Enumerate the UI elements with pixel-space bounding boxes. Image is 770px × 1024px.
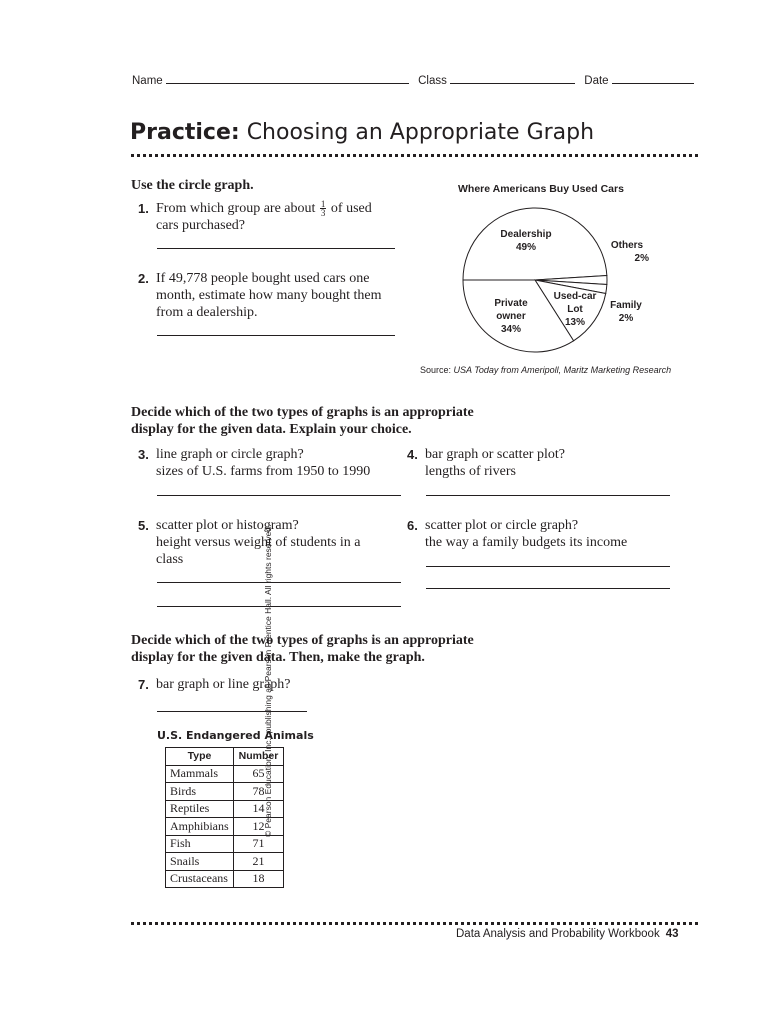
footer-page: 43 — [665, 928, 679, 940]
class-label: Class — [418, 75, 447, 87]
q2-line3: from a dealership. — [156, 305, 258, 320]
name-blank — [166, 73, 409, 84]
table-row: Snails 21 — [166, 853, 284, 871]
answer-line-q4[interactable] — [426, 495, 670, 496]
date-label: Date — [584, 75, 609, 87]
answer-line-q1[interactable] — [157, 248, 395, 249]
header-fields — [132, 73, 697, 87]
q2-line1: If 49,778 people bought used cars one — [156, 271, 370, 286]
answer-line-q3[interactable] — [157, 495, 401, 496]
copyright-side-text: © Pearson Education, Inc., publishing as Pearson Prentice Hall. All rights reserved. — [263, 524, 273, 837]
answer-line-q2[interactable] — [157, 335, 395, 336]
question-3: 3. line graph or circle graph? sizes of U.S. farms from 1950 to 1990 — [138, 447, 371, 479]
table-row: Crustaceans 18 — [166, 870, 284, 888]
q1-text-before: From which group are about — [156, 201, 316, 216]
table-row: Fish 71 — [166, 835, 284, 853]
name-label: Name — [132, 75, 163, 87]
question-6: 6. scatter plot or circle graph? the way a family budgets its income — [407, 518, 628, 550]
pie-label-family: Family 2% — [610, 300, 642, 324]
question-1 — [138, 200, 408, 234]
answer-line-q6a[interactable] — [426, 566, 670, 567]
pie-label-others: Others 2% — [610, 240, 649, 264]
question-5: 5. scatter plot or histogram? height versus weight of students in a class — [138, 518, 361, 567]
page-title — [130, 120, 594, 145]
table-title: U.S. Endangered Animals — [157, 729, 314, 742]
q1-fraction: $\frac{1}{3}$ — [320, 199, 326, 219]
question-7: 7. bar graph or line graph? — [138, 677, 291, 692]
pie-label-private: Private owner 34% — [494, 298, 528, 335]
table-row: Mammals 65 — [166, 765, 284, 783]
table-row: Amphibians 12 — [166, 818, 284, 836]
q1-text-after: of used — [330, 201, 372, 216]
footer — [456, 928, 679, 940]
section1-instruction: Use the circle graph. — [131, 178, 254, 193]
title-bold: Practice: — [130, 120, 240, 145]
section2-instruction: Decide which of the two types of graphs is an appropriate display for the given data. Explain your choice. — [131, 405, 474, 437]
pie-title: Where Americans Buy Used Cars — [458, 183, 624, 195]
class-blank — [450, 73, 575, 84]
q1-line2: cars purchased? — [156, 218, 246, 234]
question-2 — [138, 270, 418, 321]
answer-line-q5b[interactable] — [157, 606, 401, 607]
top-dotted-rule — [131, 154, 698, 157]
pie-label-usedcar: Used-car Lot 13% — [553, 291, 597, 328]
answer-line-q5a[interactable] — [157, 582, 401, 583]
bottom-dotted-rule — [131, 922, 698, 925]
endangered-animals-table — [165, 747, 284, 888]
q2-number: 2. — [138, 271, 149, 286]
answer-line-q6b[interactable] — [426, 588, 670, 589]
table-row: Birds 78 — [166, 783, 284, 801]
pie-source: Source: USA Today from Ameripoll, Maritz Marketing Research — [420, 365, 672, 375]
pie-label-dealership: Dealership 49% — [500, 229, 552, 253]
q1-number: 1. — [138, 201, 149, 216]
section3-instruction: Decide which of the two types of graphs is an appropriate display for the given data. Then, make the graph. — [131, 633, 474, 665]
footer-book: Data Analysis and Probability Workbook — [456, 928, 660, 940]
header-type: Type — [166, 748, 234, 766]
date-blank — [612, 73, 694, 84]
answer-line-q7[interactable] — [157, 711, 307, 712]
table-header-row — [166, 748, 284, 766]
header-number: Number — [234, 748, 284, 766]
question-4: 4. bar graph or scatter plot? lengths of rivers — [407, 447, 565, 479]
table-row: Reptiles 14 — [166, 800, 284, 818]
q2-line2: month, estimate how many bought them — [156, 288, 382, 303]
title-rest: Choosing an Appropriate Graph — [246, 120, 595, 145]
